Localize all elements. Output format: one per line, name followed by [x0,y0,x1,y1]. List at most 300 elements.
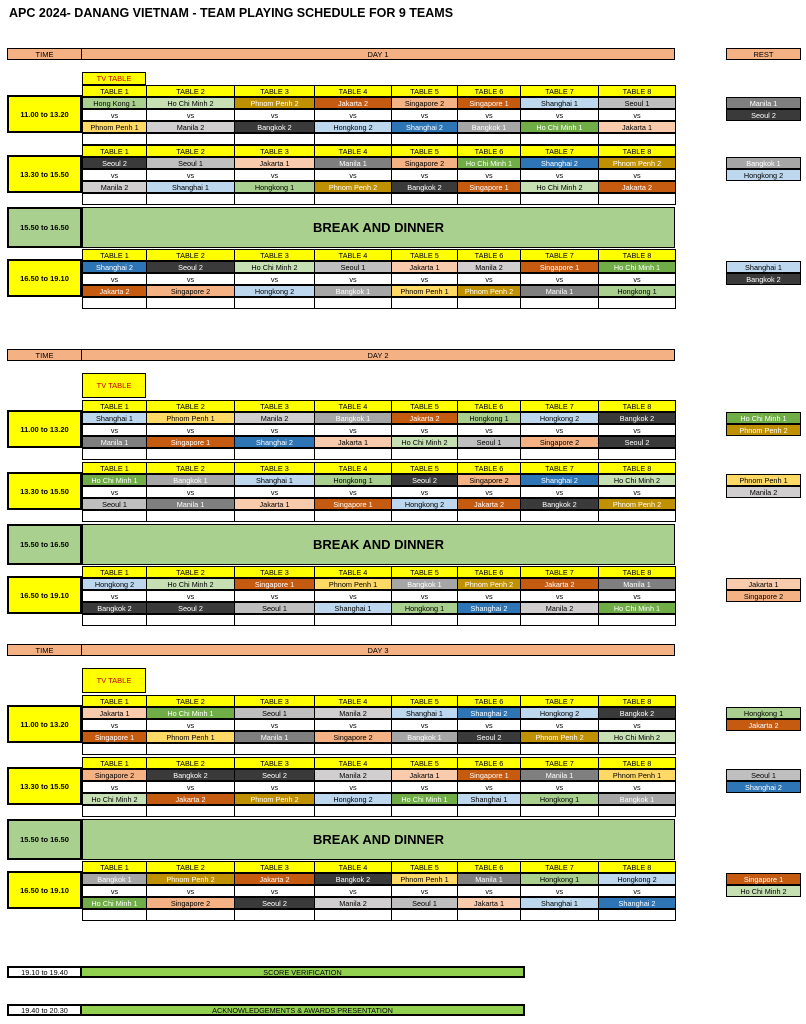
team-cell: Seoul 2 [146,261,235,273]
table-header: TABLE 2 [146,757,235,769]
vs-label: vs [598,719,676,731]
table-header: TABLE 3 [234,462,315,474]
blank-cell [598,193,676,205]
vs-label: vs [146,719,235,731]
blank-row [82,805,675,817]
team-cell: Singapore 2 [457,474,521,486]
table-header: TABLE 4 [314,249,392,261]
team-row-bottom [82,498,675,510]
blank-cell [82,743,147,755]
team-cell: Manila 2 [314,769,392,781]
blank-row [82,448,675,460]
team-cell: Manila 1 [234,731,315,743]
team-cell: Jakarta 2 [391,412,458,424]
table-header-row [82,145,675,157]
team-row-top [82,707,675,719]
table-header: TABLE 4 [314,861,392,873]
vs-label: vs [391,169,458,181]
team-cell: Ho Chi Minh 2 [598,731,676,743]
team-cell: Bangkok 1 [391,731,458,743]
vs-row [82,885,675,897]
footer-label: ACKNOWLEDGEMENTS & AWARDS PRESENTATION [82,1004,525,1016]
team-row-top [82,578,675,590]
table-header: TABLE 1 [82,695,147,707]
team-cell: Singapore 2 [520,436,599,448]
table-header: TABLE 4 [314,462,392,474]
page-title: APC 2024- DANANG VIETNAM - TEAM PLAYING SCHEDULE FOR 9 TEAMS [9,6,454,20]
vs-row [82,719,675,731]
team-cell: Hongkong 2 [391,498,458,510]
break-time: 15.50 to 16.50 [7,207,82,248]
vs-label: vs [234,424,315,436]
team-row-top [82,261,675,273]
team-cell: Hongkong 1 [391,602,458,614]
blank-cell [234,510,315,522]
vs-label: vs [234,109,315,121]
vs-label: vs [82,885,147,897]
team-row-bottom [82,121,675,133]
vs-label: vs [82,781,147,793]
table-header: TABLE 2 [146,861,235,873]
blank-cell [146,510,235,522]
session-time: 13.30 to 15.50 [7,767,82,805]
vs-label: vs [391,781,458,793]
team-cell: Shanghai 2 [82,261,147,273]
session-grid [82,566,675,626]
blank-cell [314,297,392,309]
table-header: TABLE 5 [391,400,458,412]
vs-label: vs [391,486,458,498]
team-row-bottom [82,793,675,805]
vs-label: vs [598,424,676,436]
team-cell: Singapore 1 [234,578,315,590]
team-cell: Hongkong 2 [314,793,392,805]
table-header: TABLE 3 [234,695,315,707]
team-cell: Shanghai 1 [146,181,235,193]
team-cell: Singapore 2 [82,769,147,781]
vs-label: vs [598,590,676,602]
team-cell: Hongkong 2 [520,412,599,424]
team-cell: Manila 1 [146,498,235,510]
blank-cell [314,909,392,921]
blank-cell [598,510,676,522]
team-cell: Phnom Penh 1 [598,769,676,781]
team-cell: Seoul 1 [598,97,676,109]
table-header: TABLE 8 [598,400,676,412]
team-cell: Hongkong 1 [598,285,676,297]
table-header: TABLE 8 [598,462,676,474]
team-row-top [82,474,675,486]
team-cell: Ho Chi Minh 1 [391,793,458,805]
table-header-row [82,462,675,474]
table-header: TABLE 3 [234,145,315,157]
vs-label: vs [234,590,315,602]
team-cell: Ho Chi Minh 2 [520,181,599,193]
vs-row [82,109,675,121]
table-header: TABLE 5 [391,861,458,873]
team-cell: Phnom Penh 2 [520,731,599,743]
vs-label: vs [391,424,458,436]
break-bar: BREAK AND DINNER [82,524,675,565]
table-header-row [82,85,675,97]
vs-label: vs [234,719,315,731]
table-header: TABLE 7 [520,145,599,157]
blank-cell [457,448,521,460]
team-cell: Jakarta 1 [314,436,392,448]
team-cell: Shanghai 1 [391,707,458,719]
vs-label: vs [457,781,521,793]
break-time: 15.50 to 16.50 [7,819,82,860]
break-time: 15.50 to 16.50 [7,524,82,565]
tv-table-label: TV TABLE [82,373,146,398]
blank-cell [520,448,599,460]
session-time: 11.00 to 13.20 [7,705,82,743]
vs-label: vs [520,109,599,121]
team-cell: Jakarta 2 [598,181,676,193]
blank-cell [314,510,392,522]
vs-label: vs [391,719,458,731]
rest-team: Ho Chi Minh 1 [726,412,801,424]
team-cell: Ho Chi Minh 1 [598,602,676,614]
blank-cell [457,297,521,309]
blank-cell [146,133,235,145]
blank-cell [146,805,235,817]
blank-cell [314,743,392,755]
team-cell: Phnom Penh 2 [146,873,235,885]
team-cell: Phnom Penh 2 [234,97,315,109]
team-cell: Jakarta 2 [520,578,599,590]
session-grid [82,249,675,309]
team-row-top [82,157,675,169]
table-header: TABLE 8 [598,249,676,261]
team-cell: Bangkok 2 [598,412,676,424]
team-cell: Seoul 2 [234,897,315,909]
vs-label: vs [82,590,147,602]
table-header: TABLE 6 [457,400,521,412]
rest-team: Shanghai 1 [726,261,801,273]
team-cell: Hongkong 1 [234,181,315,193]
team-cell: Jakarta 1 [234,498,315,510]
blank-cell [457,510,521,522]
team-cell: Shanghai 2 [457,707,521,719]
table-header: TABLE 1 [82,462,147,474]
rest-team: Jakarta 1 [726,578,801,590]
vs-label: vs [146,486,235,498]
team-cell: Manila 2 [314,897,392,909]
team-cell: Seoul 2 [391,474,458,486]
team-cell: Ho Chi Minh 1 [146,707,235,719]
blank-cell [457,193,521,205]
team-cell: Phnom Penh 2 [314,181,392,193]
team-cell: Bangkok 2 [391,181,458,193]
vs-label: vs [234,273,315,285]
blank-cell [234,909,315,921]
team-cell: Bangkok 1 [82,873,147,885]
blank-row [82,743,675,755]
vs-label: vs [598,109,676,121]
vs-label: vs [234,169,315,181]
blank-cell [520,297,599,309]
vs-label: vs [314,169,392,181]
blank-cell [391,805,458,817]
table-header: TABLE 6 [457,85,521,97]
vs-label: vs [457,169,521,181]
team-cell: Manila 2 [82,181,147,193]
team-cell: Jakarta 2 [234,873,315,885]
footer-row [7,1004,525,1016]
vs-label: vs [82,109,147,121]
team-cell: Seoul 1 [391,897,458,909]
vs-row [82,169,675,181]
blank-cell [82,193,147,205]
team-cell: Manila 1 [598,578,676,590]
team-cell: Phnom Penh 2 [598,157,676,169]
team-cell: Ho Chi Minh 2 [391,436,458,448]
blank-cell [391,743,458,755]
table-header: TABLE 1 [82,757,147,769]
table-header: TABLE 8 [598,566,676,578]
team-cell: Singapore 1 [520,261,599,273]
vs-label: vs [598,169,676,181]
time-header: TIME [7,644,82,656]
team-row-bottom [82,436,675,448]
vs-label: vs [520,486,599,498]
vs-label: vs [520,885,599,897]
team-cell: Ho Chi Minh 2 [234,261,315,273]
team-cell: Singapore 1 [314,498,392,510]
table-header-row [82,861,675,873]
vs-label: vs [314,719,392,731]
table-header: TABLE 2 [146,249,235,261]
vs-label: vs [520,424,599,436]
blank-cell [520,909,599,921]
vs-label: vs [520,719,599,731]
team-cell: Shanghai 1 [82,412,147,424]
table-header: TABLE 6 [457,695,521,707]
team-cell: Jakarta 1 [391,261,458,273]
vs-label: vs [520,273,599,285]
team-cell: Shanghai 2 [234,436,315,448]
blank-row [82,510,675,522]
rest-team: Singapore 2 [726,590,801,602]
footer-row [7,966,525,978]
blank-cell [598,448,676,460]
blank-cell [520,805,599,817]
table-header: TABLE 8 [598,145,676,157]
team-cell: Shanghai 1 [234,474,315,486]
team-row-bottom [82,602,675,614]
table-header: TABLE 7 [520,85,599,97]
vs-label: vs [146,109,235,121]
session-grid [82,400,675,460]
vs-label: vs [520,169,599,181]
blank-cell [146,193,235,205]
team-cell: Shanghai 1 [520,897,599,909]
blank-cell [598,909,676,921]
vs-label: vs [314,273,392,285]
team-cell: Hongkong 1 [314,474,392,486]
vs-row [82,486,675,498]
table-header-row [82,400,675,412]
team-cell: Hongkong 2 [234,285,315,297]
vs-label: vs [146,885,235,897]
team-cell: Ho Chi Minh 2 [598,474,676,486]
vs-label: vs [314,424,392,436]
blank-cell [146,614,235,626]
blank-cell [314,448,392,460]
blank-cell [598,614,676,626]
table-header: TABLE 8 [598,861,676,873]
blank-cell [146,297,235,309]
vs-label: vs [598,781,676,793]
rest-team: Phnom Penh 2 [726,424,801,436]
team-cell: Manila 2 [520,602,599,614]
blank-cell [234,614,315,626]
table-header: TABLE 5 [391,757,458,769]
team-cell: Shanghai 2 [520,474,599,486]
blank-cell [82,510,147,522]
session-time: 16.50 to 19.10 [7,576,82,614]
blank-cell [457,133,521,145]
vs-label: vs [314,885,392,897]
blank-cell [82,133,147,145]
blank-cell [391,448,458,460]
team-cell: Seoul 1 [314,261,392,273]
blank-cell [520,743,599,755]
rest-team: Shanghai 2 [726,781,801,793]
team-cell: Singapore 2 [146,897,235,909]
blank-cell [520,193,599,205]
blank-cell [391,133,458,145]
team-cell: Ho Chi Minh 1 [520,121,599,133]
vs-row [82,424,675,436]
team-cell: Seoul 2 [234,769,315,781]
session-grid [82,757,675,817]
team-cell: Singapore 2 [391,97,458,109]
vs-label: vs [457,109,521,121]
team-cell: Shanghai 2 [391,121,458,133]
rest-team: Phnom Penh 1 [726,474,801,486]
team-cell: Jakarta 1 [234,157,315,169]
vs-label: vs [457,424,521,436]
table-header: TABLE 4 [314,145,392,157]
table-header: TABLE 4 [314,566,392,578]
footer-time: 19.40 to 20.30 [7,1004,82,1016]
blank-row [82,133,675,145]
rest-team: Jakarta 2 [726,719,801,731]
team-cell: Bangkok 2 [146,769,235,781]
team-cell: Bangkok 2 [520,498,599,510]
blank-cell [391,510,458,522]
team-cell: Manila 2 [457,261,521,273]
team-cell: Hongkong 1 [520,793,599,805]
table-header: TABLE 6 [457,566,521,578]
vs-label: vs [520,781,599,793]
session-grid [82,462,675,522]
team-cell: Shanghai 1 [520,97,599,109]
table-header: TABLE 5 [391,249,458,261]
vs-label: vs [82,486,147,498]
blank-cell [82,448,147,460]
vs-label: vs [457,486,521,498]
team-cell: Seoul 1 [146,157,235,169]
team-cell: Bangkok 1 [146,474,235,486]
break-bar: BREAK AND DINNER [82,819,675,860]
table-header: TABLE 2 [146,462,235,474]
table-header: TABLE 5 [391,85,458,97]
session-grid [82,145,675,205]
team-cell: Seoul 1 [82,498,147,510]
team-row-bottom [82,731,675,743]
team-cell: Hongkong 2 [598,873,676,885]
team-cell: Phnom Penh 1 [314,578,392,590]
rest-team: Manila 2 [726,486,801,498]
rest-team: Seoul 2 [726,109,801,121]
team-cell: Phnom Penh 1 [82,121,147,133]
vs-label: vs [457,273,521,285]
rest-team: Bangkok 1 [726,157,801,169]
vs-label: vs [82,719,147,731]
vs-label: vs [234,885,315,897]
table-header-row [82,695,675,707]
table-header: TABLE 4 [314,757,392,769]
vs-label: vs [391,273,458,285]
footer-label: SCORE VERIFICATION [82,966,525,978]
blank-cell [391,909,458,921]
team-cell: Manila 2 [314,707,392,719]
table-header: TABLE 4 [314,85,392,97]
rest-team: Ho Chi Minh 2 [726,885,801,897]
vs-label: vs [457,885,521,897]
time-header: TIME [7,349,82,361]
table-header: TABLE 4 [314,400,392,412]
blank-cell [146,448,235,460]
team-cell: Bangkok 2 [82,602,147,614]
team-cell: Phnom Penh 1 [146,731,235,743]
blank-row [82,297,675,309]
team-cell: Seoul 2 [598,436,676,448]
table-header: TABLE 7 [520,695,599,707]
team-cell: Singapore 2 [314,731,392,743]
team-cell: Ho Chi Minh 2 [146,578,235,590]
blank-cell [457,909,521,921]
table-header: TABLE 6 [457,462,521,474]
table-header: TABLE 7 [520,566,599,578]
blank-cell [391,614,458,626]
vs-label: vs [598,486,676,498]
team-cell: Jakarta 2 [82,285,147,297]
table-header: TABLE 3 [234,861,315,873]
team-cell: Bangkok 1 [391,578,458,590]
team-cell: Hongkong 2 [314,121,392,133]
team-cell: Shanghai 2 [520,157,599,169]
blank-cell [391,297,458,309]
vs-label: vs [391,590,458,602]
team-cell: Jakarta 1 [598,121,676,133]
vs-label: vs [457,590,521,602]
table-header: TABLE 2 [146,145,235,157]
blank-cell [234,193,315,205]
team-cell: Manila 2 [146,121,235,133]
blank-cell [146,909,235,921]
team-cell: Phnom Penh 1 [391,285,458,297]
tv-table-label: TV TABLE [82,668,146,693]
table-header: TABLE 5 [391,462,458,474]
team-row-top [82,873,675,885]
team-cell: Seoul 1 [457,436,521,448]
blank-row [82,614,675,626]
team-cell: Singapore 2 [146,285,235,297]
